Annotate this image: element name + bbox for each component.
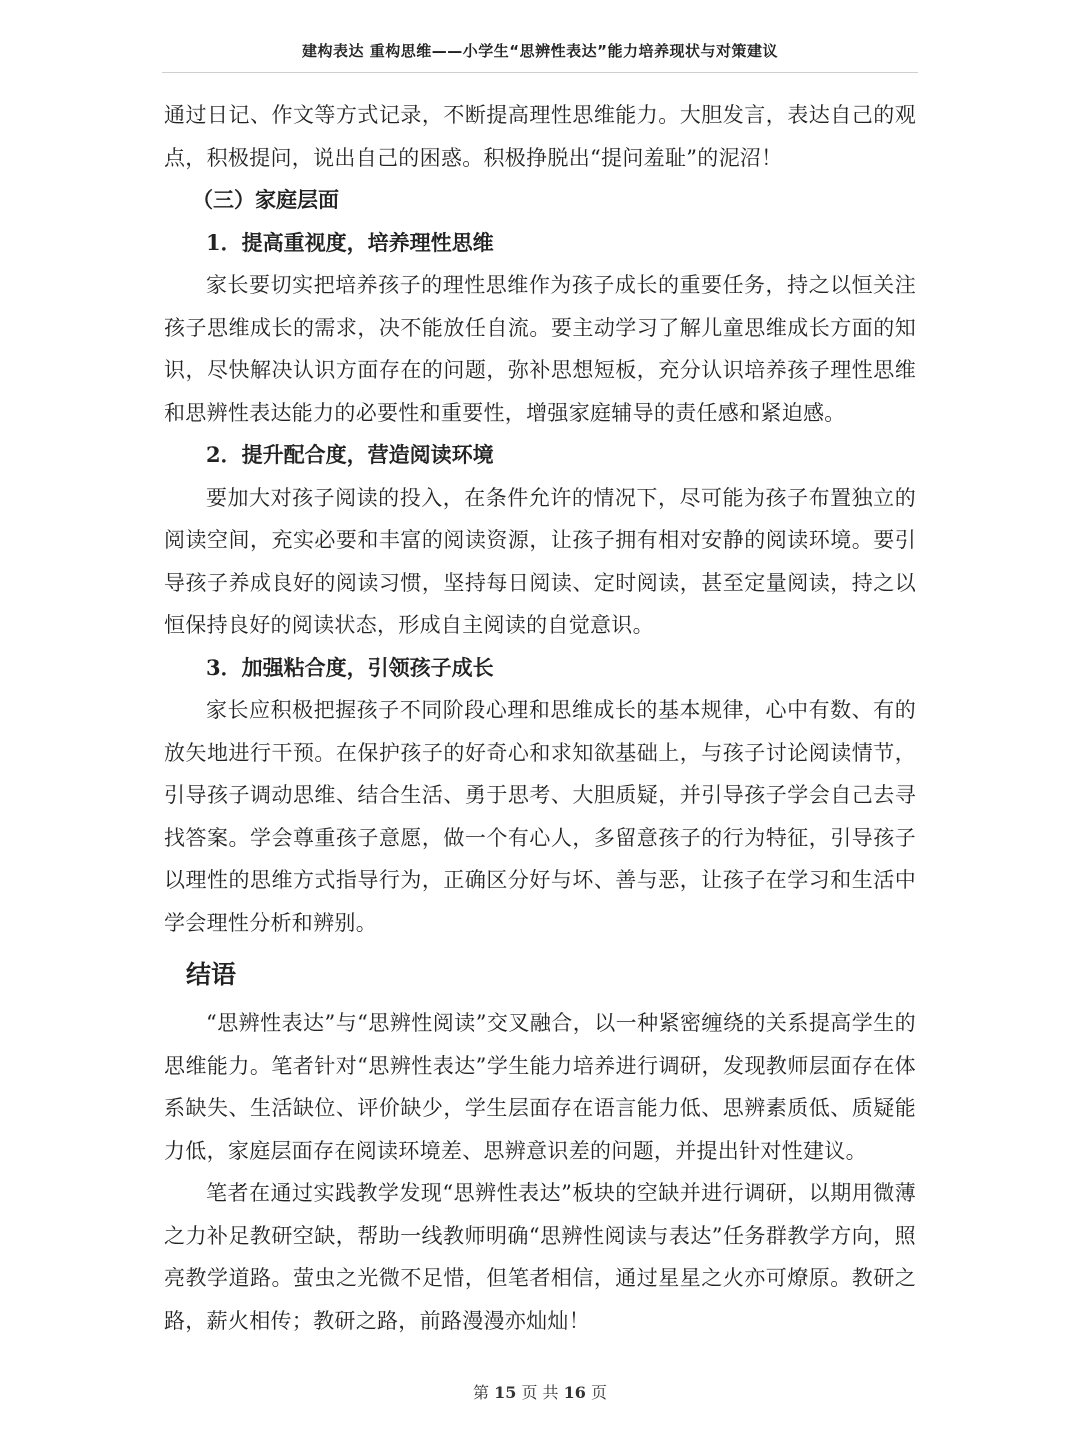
current-page-number: 15 (494, 1383, 517, 1402)
paragraph-continued: 通过日记、作文等方式记录，不断提高理性思维能力。大胆发言，表达自己的观点，积极提问，说出自己的困惑。积极挣脱出“提问羞耻”的泥沼！ (164, 103, 916, 170)
item-paragraph-3: 家长应积极把握孩子不同阶段心理和思维成长的基本规律，心中有数、有的放矢地进行干预。在保护孩子的好奇心和求知欲基础上，与孩子讨论阅读情节，引导孩子调动思维、结合生活、勇于思考、大胆质疑，并引导孩子学会自己去寻找答案。学会尊重孩子意愿，做一个有心人，多留意孩子的行为特征，引导孩子以理性的思维方式指导行为，正确区分好与坏、善与恶，让孩子在学习和生活中学会理性分析和辨别。 (164, 698, 916, 935)
item-paragraph-1: 家长要切实把培养孩子的理性思维作为孩子成长的重要任务，持之以恒关注孩子思维成长的需求，决不能放任自流。要主动学习了解儿童思维成长方面的知识，尽快解决认识方面存在的问题，弥补思想短板，充分认识培养孩子理性思维和思辨性表达能力的必要性和重要性，增强家庭辅导的责任感和紧迫感。 (164, 273, 916, 425)
conclusion-heading: 结语 (186, 960, 237, 989)
conclusion-paragraph-1: “思辨性表达”与“思辨性阅读”交叉融合，以一种紧密缠绕的关系提高学生的思维能力。笔者针对“思辨性表达”学生能力培养进行调研，发现教师层面存在体系缺失、生活缺位、评价缺少，学生层面存在语言能力低、思辨素质低、质疑能力低，家庭层面存在阅读环境差、思辨意识差的问题，并提出针对性建议。 (164, 1011, 916, 1163)
page-body (164, 94, 916, 1342)
page-number-footer (0, 1380, 1080, 1403)
section-heading-family: （三）家庭层面 (192, 187, 339, 212)
footer-prefix: 第 (472, 1383, 489, 1402)
header-divider (162, 72, 918, 73)
running-header: 建构表达 重构思维——小学生“思辨性表达”能力培养现状与对策建议 (302, 42, 778, 60)
item-heading-3: 3．加强粘合度，引领孩子成长 (206, 654, 494, 680)
item-paragraph-2: 要加大对孩子阅读的投入，在条件允许的情况下，尽可能为孩子布置独立的阅读空间，充实必要和丰富的阅读资源，让孩子拥有相对安静的阅读环境。要引导孩子养成良好的阅读习惯，坚持每日阅读、定时阅读，甚至定量阅读，持之以恒保持良好的阅读状态，形成自主阅读的自觉意识。 (164, 485, 916, 637)
item-heading-2: 2．提升配合度，营造阅读环境 (206, 442, 494, 467)
footer-mid: 页 共 (521, 1383, 559, 1402)
item-heading-1: 1．提高重视度，培养理性思维 (206, 229, 494, 255)
footer-suffix: 页 (591, 1383, 608, 1402)
conclusion-paragraph-2: 笔者在通过实践教学发现“思辨性表达”板块的空缺并进行调研，以期用微薄之力补足教研空缺，帮助一线教师明确“思辨性阅读与表达”任务群教学方向，照亮教学道路。萤虫之光微不足惜，但笔者相信，通过星星之火亦可燎原。教研之路，薪火相传；教研之路，前路漫漫亦灿灿！ (164, 1181, 916, 1333)
total-page-count: 16 (563, 1383, 586, 1402)
